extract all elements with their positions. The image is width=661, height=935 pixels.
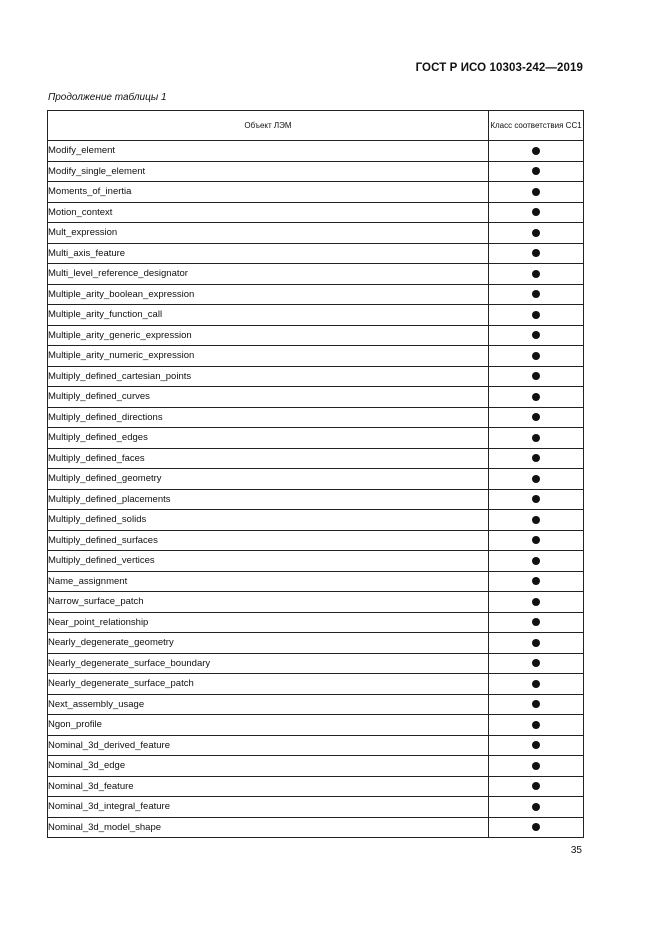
- table-row: [48, 797, 584, 818]
- object-name-cell: Nearly_degenerate_geometry: [48, 633, 489, 654]
- filled-circle-icon: [532, 659, 540, 667]
- filled-circle-icon: [532, 803, 540, 811]
- conformance-mark-cell: [489, 325, 584, 346]
- object-name-cell: Multiple_arity_numeric_expression: [48, 346, 489, 367]
- table-row: [48, 510, 584, 531]
- object-name-cell: Modify_element: [48, 141, 489, 162]
- filled-circle-icon: [532, 331, 540, 339]
- filled-circle-icon: [532, 372, 540, 380]
- table-row: [48, 141, 584, 162]
- filled-circle-icon: [532, 413, 540, 421]
- filled-circle-icon: [532, 618, 540, 626]
- filled-circle-icon: [532, 762, 540, 770]
- filled-circle-icon: [532, 557, 540, 565]
- conformance-mark-cell: [489, 428, 584, 449]
- object-name-cell: Nominal_3d_feature: [48, 776, 489, 797]
- table-row: [48, 243, 584, 264]
- conformance-mark-cell: [489, 305, 584, 326]
- table-body: [48, 141, 584, 838]
- filled-circle-icon: [532, 475, 540, 483]
- conformance-mark-cell: [489, 510, 584, 531]
- table-row: [48, 346, 584, 367]
- object-name-cell: Multiply_defined_geometry: [48, 469, 489, 490]
- filled-circle-icon: [532, 721, 540, 729]
- conformance-mark-cell: [489, 674, 584, 695]
- object-name-cell: Multiply_defined_cartesian_points: [48, 366, 489, 387]
- conformance-mark-cell: [489, 530, 584, 551]
- conformance-mark-cell: [489, 366, 584, 387]
- filled-circle-icon: [532, 249, 540, 257]
- conformance-mark-cell: [489, 817, 584, 838]
- object-name-cell: Nominal_3d_edge: [48, 756, 489, 777]
- filled-circle-icon: [532, 598, 540, 606]
- filled-circle-icon: [532, 782, 540, 790]
- column-header-object: Объект ЛЭМ: [48, 111, 489, 141]
- object-name-cell: Nominal_3d_model_shape: [48, 817, 489, 838]
- filled-circle-icon: [532, 270, 540, 278]
- table-row: [48, 428, 584, 449]
- object-name-cell: Multiply_defined_faces: [48, 448, 489, 469]
- table-caption: Продолжение таблицы 1: [48, 92, 167, 103]
- filled-circle-icon: [532, 208, 540, 216]
- table-row: [48, 161, 584, 182]
- object-name-cell: Next_assembly_usage: [48, 694, 489, 715]
- conformance-mark-cell: [489, 797, 584, 818]
- table-row: [48, 776, 584, 797]
- table-row: [48, 182, 584, 203]
- object-name-cell: Multiple_arity_function_call: [48, 305, 489, 326]
- standard-designation: ГОСТ Р ИСО 10303-242—2019: [415, 62, 583, 74]
- table-row: [48, 551, 584, 572]
- object-name-cell: Narrow_surface_patch: [48, 592, 489, 613]
- conformance-mark-cell: [489, 715, 584, 736]
- filled-circle-icon: [532, 167, 540, 175]
- conformance-mark-cell: [489, 653, 584, 674]
- column-header-conformance-class: Класс соответствия CC1: [489, 111, 584, 141]
- conformance-mark-cell: [489, 346, 584, 367]
- table-row: [48, 223, 584, 244]
- filled-circle-icon: [532, 393, 540, 401]
- conformance-mark-cell: [489, 243, 584, 264]
- object-name-cell: Multi_axis_feature: [48, 243, 489, 264]
- page-number: 35: [570, 845, 582, 856]
- filled-circle-icon: [532, 290, 540, 298]
- conformance-mark-cell: [489, 612, 584, 633]
- conformance-mark-cell: [489, 551, 584, 572]
- filled-circle-icon: [532, 147, 540, 155]
- filled-circle-icon: [532, 577, 540, 585]
- conformance-mark-cell: [489, 694, 584, 715]
- object-name-cell: Nominal_3d_integral_feature: [48, 797, 489, 818]
- table-row: [48, 715, 584, 736]
- filled-circle-icon: [532, 495, 540, 503]
- conformance-mark-cell: [489, 141, 584, 162]
- table-row: [48, 305, 584, 326]
- filled-circle-icon: [532, 454, 540, 462]
- filled-circle-icon: [532, 680, 540, 688]
- table-row: [48, 653, 584, 674]
- object-name-cell: Mult_expression: [48, 223, 489, 244]
- filled-circle-icon: [532, 516, 540, 524]
- object-name-cell: Modify_single_element: [48, 161, 489, 182]
- filled-circle-icon: [532, 700, 540, 708]
- object-name-cell: Multiply_defined_solids: [48, 510, 489, 531]
- table-row: [48, 448, 584, 469]
- conformance-mark-cell: [489, 571, 584, 592]
- table-header-row: [48, 111, 584, 141]
- filled-circle-icon: [532, 229, 540, 237]
- conformance-mark-cell: [489, 264, 584, 285]
- object-name-cell: Multiply_defined_placements: [48, 489, 489, 510]
- table-row: [48, 530, 584, 551]
- object-name-cell: Name_assignment: [48, 571, 489, 592]
- object-name-cell: Multiply_defined_curves: [48, 387, 489, 408]
- filled-circle-icon: [532, 823, 540, 831]
- filled-circle-icon: [532, 311, 540, 319]
- conformance-mark-cell: [489, 223, 584, 244]
- conformance-mark-cell: [489, 633, 584, 654]
- object-name-cell: Multiply_defined_vertices: [48, 551, 489, 572]
- table-row: [48, 694, 584, 715]
- object-name-cell: Ngon_profile: [48, 715, 489, 736]
- conformance-mark-cell: [489, 284, 584, 305]
- object-name-cell: Multiply_defined_directions: [48, 407, 489, 428]
- table-row: [48, 817, 584, 838]
- conformance-mark-cell: [489, 182, 584, 203]
- table-row: [48, 633, 584, 654]
- table-row: [48, 387, 584, 408]
- table-row: [48, 571, 584, 592]
- object-name-cell: Moments_of_inertia: [48, 182, 489, 203]
- object-name-cell: Near_point_relationship: [48, 612, 489, 633]
- filled-circle-icon: [532, 741, 540, 749]
- object-name-cell: Nominal_3d_derived_feature: [48, 735, 489, 756]
- conformance-mark-cell: [489, 776, 584, 797]
- table-row: [48, 592, 584, 613]
- filled-circle-icon: [532, 536, 540, 544]
- object-name-cell: Nearly_degenerate_surface_patch: [48, 674, 489, 695]
- filled-circle-icon: [532, 352, 540, 360]
- filled-circle-icon: [532, 639, 540, 647]
- conformance-mark-cell: [489, 202, 584, 223]
- conformance-mark-cell: [489, 735, 584, 756]
- table-row: [48, 735, 584, 756]
- table-row: [48, 264, 584, 285]
- conformance-mark-cell: [489, 756, 584, 777]
- filled-circle-icon: [532, 434, 540, 442]
- table-row: [48, 674, 584, 695]
- table-row: [48, 612, 584, 633]
- table-row: [48, 407, 584, 428]
- table-row: [48, 469, 584, 490]
- object-name-cell: Nearly_degenerate_surface_boundary: [48, 653, 489, 674]
- object-name-cell: Multiply_defined_surfaces: [48, 530, 489, 551]
- conformance-table: [47, 110, 584, 838]
- object-name-cell: Motion_context: [48, 202, 489, 223]
- table-row: [48, 366, 584, 387]
- table-row: [48, 756, 584, 777]
- filled-circle-icon: [532, 188, 540, 196]
- object-name-cell: Multiply_defined_edges: [48, 428, 489, 449]
- conformance-mark-cell: [489, 161, 584, 182]
- table-row: [48, 284, 584, 305]
- table-row: [48, 325, 584, 346]
- conformance-mark-cell: [489, 407, 584, 428]
- object-name-cell: Multiple_arity_boolean_expression: [48, 284, 489, 305]
- conformance-mark-cell: [489, 489, 584, 510]
- object-name-cell: Multiple_arity_generic_expression: [48, 325, 489, 346]
- conformance-mark-cell: [489, 469, 584, 490]
- table-row: [48, 202, 584, 223]
- object-name-cell: Multi_level_reference_designator: [48, 264, 489, 285]
- conformance-mark-cell: [489, 592, 584, 613]
- conformance-mark-cell: [489, 448, 584, 469]
- conformance-mark-cell: [489, 387, 584, 408]
- table-row: [48, 489, 584, 510]
